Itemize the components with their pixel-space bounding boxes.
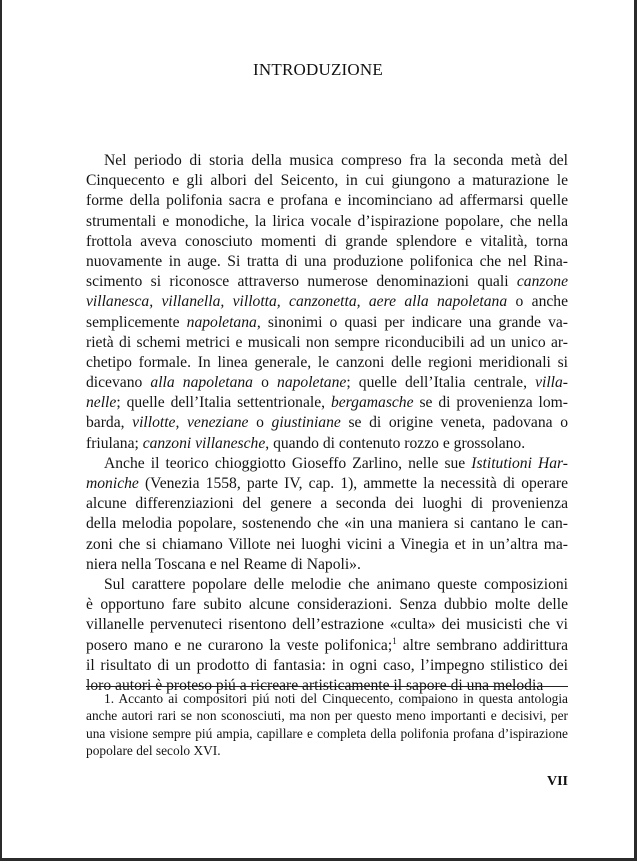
text-line (86, 373, 568, 393)
text-line (86, 575, 568, 595)
text-line (86, 656, 568, 676)
text-run: chetipo formale. In linea generale, le canzoni delle regioni meridionali si (86, 353, 568, 371)
footnote-reference[interactable]: 1 (392, 635, 397, 646)
text-line (86, 333, 568, 353)
text-run: barda, (86, 414, 133, 432)
text-line (86, 474, 568, 494)
text-line (86, 514, 568, 534)
body-text (86, 151, 568, 696)
text-line (86, 595, 568, 615)
text-run: rietà di schemi metrici e musicali non sempre riconducibili ad un unico ar- (86, 333, 568, 351)
page-number: VII (547, 774, 569, 789)
text-run: altre sembrano addirittura (396, 636, 568, 654)
text-run: se di provenienza lom- (413, 394, 568, 412)
text-run: loro autori è proteso piú a ricreare artisticamente il sapore di una melodia (86, 676, 544, 694)
italic-term: napoletana (186, 313, 257, 331)
text-run: è opportuno fare subito alcune considerazioni. Senza dubbio molte delle (86, 596, 568, 614)
text-run: , sinonimi o quasi per indicare una grande va- (256, 313, 568, 331)
text-run: o (248, 414, 272, 432)
text-line (86, 313, 568, 333)
footnote-line: popolare del secolo XVI. (86, 742, 221, 758)
italic-term: napoletane (277, 374, 347, 392)
text-line (86, 434, 568, 454)
italic-term: moniche (86, 475, 139, 492)
text-line (86, 535, 568, 555)
text-run: strumentali e monodiche, la lirica vocale d’ispirazione popolare, che nella (86, 212, 568, 230)
italic-term: villotte, veneziane (132, 414, 249, 432)
paragraph (86, 454, 568, 575)
footnote-divider (86, 686, 568, 687)
text-run: villanelle pervenuteci risentono dell’estrazione «culta» dei musicisti che vi (86, 616, 568, 634)
text-line (86, 191, 568, 211)
text-line (86, 636, 568, 656)
text-line (86, 494, 568, 514)
text-run: alcune differenziazioni del genere a seconda dei luoghi di provenienza (86, 495, 568, 513)
text-run: friulana; (86, 434, 143, 452)
text-run: o anche (507, 293, 569, 311)
text-run: dicevano (86, 374, 151, 392)
text-line (86, 151, 568, 171)
text-run: se di origine veneta, padovana o (340, 414, 568, 432)
text-run: niera nella Toscana e nel Reame di Napoli». (86, 555, 361, 573)
footnote (86, 690, 568, 759)
italic-term: alla napoletana (150, 374, 253, 392)
paragraph (86, 575, 568, 696)
italic-term: nelle (86, 394, 117, 412)
text-run: o (252, 374, 278, 392)
text-run: zoni che si chiamano Villote nei luoghi vicini a Vinegia et in un’altra ma- (86, 535, 568, 553)
text-line (86, 232, 568, 252)
text-line (86, 212, 568, 232)
text-run: Cinquecento e gli albori del Seicento, in cui giungono a maturazione le (86, 172, 568, 190)
text-line (86, 272, 568, 292)
text-run: ; quelle dell’Italia settentrionale, (116, 394, 331, 412)
italic-term: giustiniane (271, 414, 341, 432)
text-line (86, 292, 568, 312)
text-line (86, 353, 568, 373)
text-line (86, 413, 568, 433)
footnote-line: 1. Accanto ai compositori piú noti del Cinquecento, compaiono in questa antologia (104, 691, 568, 706)
italic-term: canzone (516, 273, 568, 291)
italic-term: canzoni villanesche (142, 434, 266, 452)
text-line (86, 555, 568, 575)
text-run: scimento si riconosce attraverso numerose denominazioni quali (86, 273, 517, 291)
italic-term: Istitutioni Har- (471, 454, 568, 472)
text-run: forme della polifonia sacra e profana e incominciano ad affermarsi quelle (86, 192, 568, 210)
text-line (86, 615, 568, 635)
text-line (86, 171, 568, 191)
text-run: Sul carattere popolare delle melodie che animano queste composizioni (104, 575, 568, 593)
footnote-line: anche autori rari se non sconosciuti, ma non per questo meno importanti e decisivi, per (86, 708, 568, 724)
text-run: il risultato di un prodotto di fantasia: in ogni caso, l’impegno stilistico dei (86, 656, 568, 674)
italic-term: villanesca, villanella, villotta, canzonetta, aere alla napoletana (86, 293, 508, 311)
footnote-line: una visione sempre piú ampia, capillare e completa della polifonia profana d’ispirazione (86, 725, 568, 741)
italic-term: bergamasche (330, 394, 414, 412)
text-line (86, 393, 568, 413)
text-line (86, 454, 568, 474)
text-run: semplicemente (86, 313, 187, 331)
text-line (86, 252, 568, 272)
text-run: della melodia popolare, sostenendo che «in una maniera si cantano le can- (86, 515, 568, 533)
text-run: posero mano e ne curarono la veste polifonica; (86, 636, 393, 654)
text-run: (Venezia 1558, parte IV, cap. 1), ammette la necessità di operare (138, 475, 568, 492)
text-run: ; quelle dell’Italia centrale, (346, 374, 536, 392)
text-run: , quando di contenuto rozzo e grossolano. (265, 434, 526, 452)
text-run: nuovamente in auge. Si tratta di una produzione polifonica che nel Rina- (86, 252, 568, 270)
text-run: Nel periodo di storia della musica compreso fra la seconda metà del (104, 152, 568, 169)
text-run: frottola aveva conosciuto momenti di grande splendore e vitalità, torna (86, 232, 568, 250)
chapter-title: INTRODUZIONE (253, 60, 383, 79)
italic-term: villa- (535, 374, 569, 392)
paragraph (86, 151, 568, 454)
text-run: Anche il teorico chioggiotto Gioseffo Zarlino, nelle sue (104, 454, 472, 472)
